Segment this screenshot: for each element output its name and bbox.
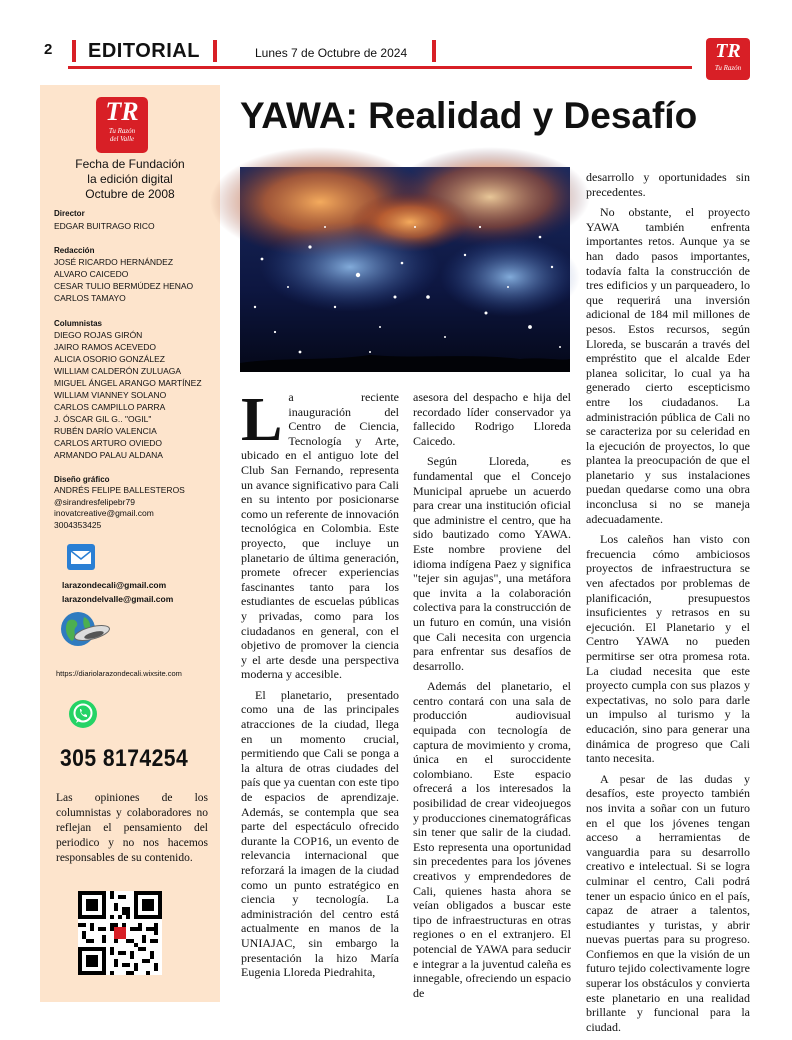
director-label: Director	[54, 209, 85, 218]
founding-info	[40, 157, 220, 202]
sidebar-logo	[96, 97, 148, 153]
logo-subtitle: del Valle	[109, 135, 135, 143]
columnist-name: CARLOS CAMPILLO PARRA	[54, 402, 166, 412]
contact-email[interactable]: larazondelvalle@gmail.com	[62, 594, 174, 604]
founding-line: Fecha de Fundación	[75, 157, 185, 171]
columnist-name: MIGUEL ÁNGEL ARANGO MARTÍNEZ	[54, 378, 202, 388]
header-rule	[68, 66, 692, 69]
masthead-sidebar	[40, 85, 220, 1002]
whatsapp-icon	[68, 699, 98, 729]
designer-handle: @sirandresfelipebr79	[54, 496, 135, 507]
columnist-name: ALICIA OSORIO GONZÁLEZ	[54, 354, 165, 364]
qr-code[interactable]	[78, 891, 162, 975]
staff-name: CESAR TULIO BERMÚDEZ HENAO	[54, 281, 194, 291]
founding-line: la edición digital	[87, 172, 173, 186]
disclaimer: Las opiniones de los columnistas y colaboradores no reflejan el pensamiento del periodico y no nos hacemos responsables de su contenido.	[56, 792, 208, 864]
columnist-name: WILLIAM VIANNEY SOLANO	[54, 390, 167, 400]
header-divider	[432, 40, 436, 62]
header-divider	[213, 40, 217, 62]
columnist-name: DIEGO ROJAS GIRÓN	[54, 330, 143, 340]
staff-name: JOSÉ RICARDO HERNÁNDEZ	[54, 257, 174, 267]
website-link[interactable]: https://diariolarazondecali.wixsite.com	[56, 669, 182, 678]
article-paragraph: Además del planetario, el centro contará con una sala de producción audiovisual equipada con tecnología de captura de movimiento y croma, única en el suroccidente colombiano. Este espacio ofrecerá a los interesados la posibilidad de crear videojuegos y producciones cinematográficas sin tener que salir de la ciudad. Esto representa una oportunidad sin precedentes para los jóvenes creativos y emprendedores de Cali, quienes hasta ahora se veían obligados a buscar este tipo de infraestructuras en otras regiones o en el extranjero. El potencial de YAWA para seducir e integrar a la juventud caleña es innegable, ofreciendo un espacio de	[413, 679, 571, 1000]
columnist-name: WILLIAM CALDERÓN ZULUAGA	[54, 366, 182, 376]
header-logo	[706, 38, 750, 80]
staff-name: ALVARO CAICEDO	[54, 269, 129, 279]
article-paragraph: Los caleños han visto con frecuencia cómo ambiciosos proyectos de infraestructura se ven afectados por problemas de planificación, presupuestos insuficientes y retrasos en su ejecución. El Planetario y el Centro YAWA no pueden permitirse ser otra promesa rota. La ciudad necesita que este proyecto cumpla con sus plazos y expectativas, no solo para darle un impulso al turismo y la educación, sino para generar una dinámica de progreso que Cali tanto necesita.	[586, 532, 750, 766]
phone-number[interactable]: 305 8174254	[60, 745, 189, 772]
columnist-name: JAIRO RAMOS ACEVEDO	[54, 342, 157, 352]
diseno-list	[54, 485, 185, 531]
article-column-2	[413, 390, 571, 1006]
logo-subtitle: Tu Razón	[108, 127, 136, 135]
paragraph-text: a reciente inauguración del Centro de Ciencia, Tecnología y Arte, ubicado en el antiguo lote del Club San Fernando, representa un avance significativo para Cali en su intento por posicionarse como un referente de innovación tecnológica en Colombia. Este proyecto, que incluye un planetario de última generación, promete ofrecer experiencias fascinantes tanto para los estudiantes de escuelas públicas y privadas, como para los ciudadanos en general, con el objetivo de promover la ciencia y el arte desde una perspectiva moderna y accesible.	[241, 390, 399, 682]
redaccion-list	[54, 256, 193, 304]
designer-phone: 3004353425	[54, 519, 102, 530]
columnist-name: RUBÉN DARÍO VALENCIA	[54, 426, 157, 436]
header-divider	[72, 40, 76, 62]
article-paragraph: asesora del despacho e hija del recordado líder conservador ya fallecido Rodrigo Lloreda Caicedo.	[413, 390, 571, 448]
article-column-1	[241, 386, 399, 986]
redaccion-label: Redacción	[54, 246, 95, 255]
article-paragraph	[241, 386, 399, 682]
article-paragraph: A pesar de las dudas y desafíos, este proyecto también nos invita a soñar con un futuro en el que los jóvenes tengan acceso a herramientas de vanguardia para su desarrollo creativo e intelectual. Si se logra culminar el centro, Cali podrá tener un espacio único en el país, capaz de atraer a talentos, estudiantes y turistas, y abrir nuevas puertas para su progreso. Confiemos en que la visión de un futuro tejido colectivamente logre superar los obstáculos y convierta este planetario en una realidad brillante y funcional para la ciudad.	[586, 771, 750, 1034]
founding-line: Octubre de 2008	[85, 187, 175, 201]
designer-email: inovatcreative@gmail.com	[54, 508, 154, 518]
contact-emails	[62, 578, 173, 606]
drop-cap: L	[241, 386, 283, 454]
logo-subtitle: Tu Razón	[714, 64, 742, 72]
columnistas-label: Columnistas	[54, 319, 103, 328]
logo-text: TR	[105, 97, 139, 126]
section-title: EDITORIAL	[88, 40, 200, 62]
article-paragraph: No obstante, el proyecto YAWA también enfrenta importantes retos. Aunque ya se han dado pasos importantes, todavía falta la construcción de tres edificios y un parqueadero, lo que requerirá una inversión adicional de 184 mil millones de pesos. Estos recursos, según Lloreda, se buscarán a través del empréstito que el alcalde Eder planea solicitar, lo cual ya ha generado cierto escepticismo entre los ciudadanos. La administración pública de Cali no se caracteriza por su celeridad en la ejecución de proyectos, lo que plantea la preocupación de que el planetario y sus instalaciones puedan quedarse como una obra inconclusa si no se maneja adecuadamente.	[586, 205, 750, 526]
contact-email[interactable]: larazondecali@gmail.com	[62, 580, 167, 590]
columnist-name: ARMANDO PALAU ALDANA	[54, 450, 163, 460]
staff-name: CARLOS TAMAYO	[54, 293, 126, 303]
space-nebula-photo	[240, 167, 570, 372]
article-paragraph: El planetario, presentado como una de las principales atracciones de la ciudad, llega en un momento crucial, permitiendo que Cali se ponga a la altura de otras ciudades del país que ya cuentan con este tipo de espacios de aprendizaje. Además, se contempla que sea parte del espectáculo ofrecido durante la COP16, un evento de relevancia internacional que reforzará la imagen de la ciudad como un punto estratégico en ciencia y tecnología. La administración del centro está actualmente en manos de la UNIAJAC, sin embargo la presentación la hizo María Eugenia Lloreda Piedrahita,	[241, 687, 399, 980]
article-column-3	[586, 170, 750, 1040]
director-name: EDGAR BUITRAGO RICO	[54, 221, 155, 231]
columnist-name: J. ÓSCAR GIL G.. "OGIL"	[54, 414, 152, 424]
globe-icon	[60, 609, 112, 649]
columnistas-list	[54, 329, 202, 461]
email-icon	[66, 543, 96, 571]
logo-text: TR	[715, 40, 741, 62]
diseno-label: Diseño gráfico	[54, 475, 110, 484]
article-title: YAWA: Realidad y Desafío	[240, 95, 698, 136]
columnist-name: CARLOS ARTURO OVIEDO	[54, 438, 163, 448]
article-paragraph: desarrollo y oportunidades sin precedentes.	[586, 170, 750, 199]
page-number: 2	[44, 41, 53, 58]
article-paragraph: Según Lloreda, es fundamental que el Concejo Municipal apruebe un acuerdo para crear una institución oficial que administre el centro, que ha sido bautizado como YAWA. Este nombre proviene del idioma indígena Paez y significa "tejer sin agujas", una metáfora que invita a la colaboración colectiva para la construcción de un futuro en común, una visión que Cali necesita con urgencia para enfrentar sus desafíos de desarrollo.	[413, 454, 571, 673]
issue-date: Lunes 7 de Octubre de 2024	[255, 46, 408, 60]
designer-name: ANDRÉS FELIPE BALLESTEROS	[54, 485, 185, 495]
